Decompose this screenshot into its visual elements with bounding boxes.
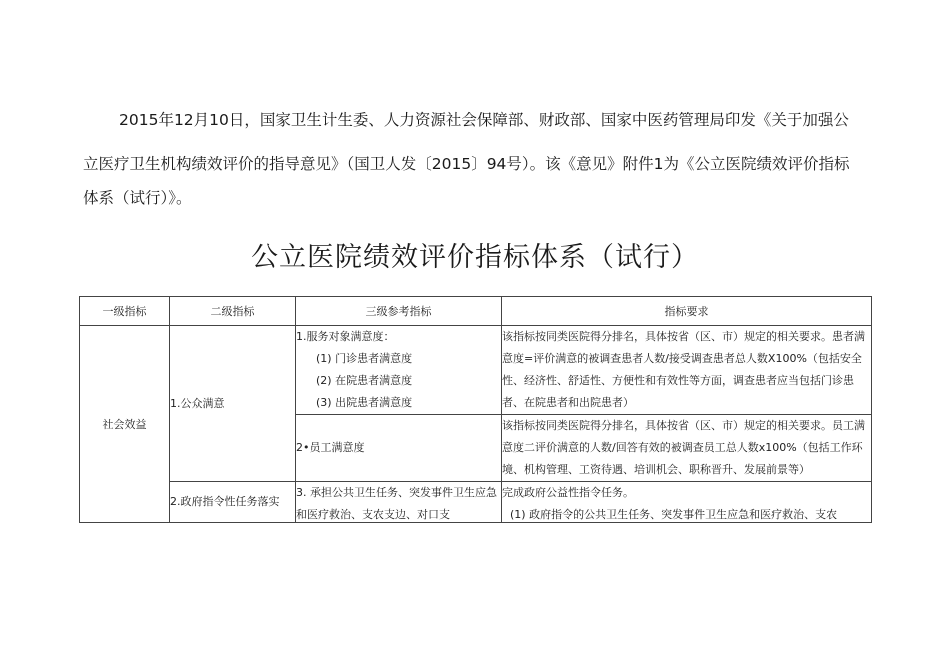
level1-cell: 社会效益 — [80, 326, 170, 523]
document-title: 公立医院绩效评价指标体系（试行） — [251, 242, 699, 273]
requirement-cell-staff: 该指标按同类医院得分排名，具体按省（区、市）规定的相关要求。员工满意度二评价满意的人数/回答有效的被调查员工总人数x100%（包括工作环境、机构管理、工资待遇、培训机会、职称晋升、发展前景等） — [502, 415, 872, 482]
header-level3: 三级参考指标 — [296, 297, 502, 326]
table-row — [80, 482, 872, 523]
table-row — [80, 326, 872, 415]
intro-line-1: 2015年12月10日，国家卫生计生委、人力资源社会保障部、财政部、国家中医药管理局印发《关于加强公 — [119, 111, 849, 129]
service-satisfaction-label: 1.服务对象满意度： — [296, 330, 395, 343]
government-requirement-text — [502, 482, 871, 522]
list-item: (1) 门诊患者满意度 — [316, 352, 413, 365]
header-level2: 二级指标 — [170, 297, 296, 326]
public-health-tasks-text: 3. 承担公共卫生任务、突发事件卫生应急和医疗救治、支农支边、对口支 — [296, 486, 497, 521]
header-level1: 一级指标 — [80, 297, 170, 326]
table-header-row — [80, 297, 872, 326]
level2-cell-public-satisfaction: 1.公众满意 — [170, 326, 296, 482]
header-requirements: 指标要求 — [502, 297, 872, 326]
government-requirement-line-2: (1) 政府指令的公共卫生任务、突发事件卫生应急和医疗救治、支农 — [510, 508, 838, 521]
intro-line-3: 体系（试行）》。 — [83, 189, 192, 207]
list-item: (2) 在院患者满意度 — [316, 374, 413, 387]
level3-cell-staff-satisfaction: 2•员工满意度 — [296, 415, 502, 482]
level3-cell-public-health-tasks — [296, 482, 502, 523]
requirement-cell-service: 该指标按同类医院得分排名，具体按省（区、市）规定的相关要求。患者满意度=评价满意的被调查患者人数/接受调查患者总人数X100%（包括安全性、经济性、舒适性、方便性和有效性等方面，调查患者应当包括门诊患者、在院患者和出院患者） — [502, 326, 872, 415]
government-requirement-line-1: 完成政府公益性指令任务。 — [502, 486, 634, 499]
level3-cell-service-satisfaction — [296, 326, 502, 415]
list-item: (3) 出院患者满意度 — [316, 396, 413, 409]
requirement-cell-government — [502, 482, 872, 523]
intro-line-2: 立医疗卫生机构绩效评价的指导意见》（国卫人发〔2015〕94号）。该《意见》附件1为《公立医院绩效评价指标 — [83, 155, 850, 173]
indicator-table — [79, 296, 872, 523]
level2-cell-government-tasks: 2.政府指令性任务落实 — [170, 482, 296, 523]
